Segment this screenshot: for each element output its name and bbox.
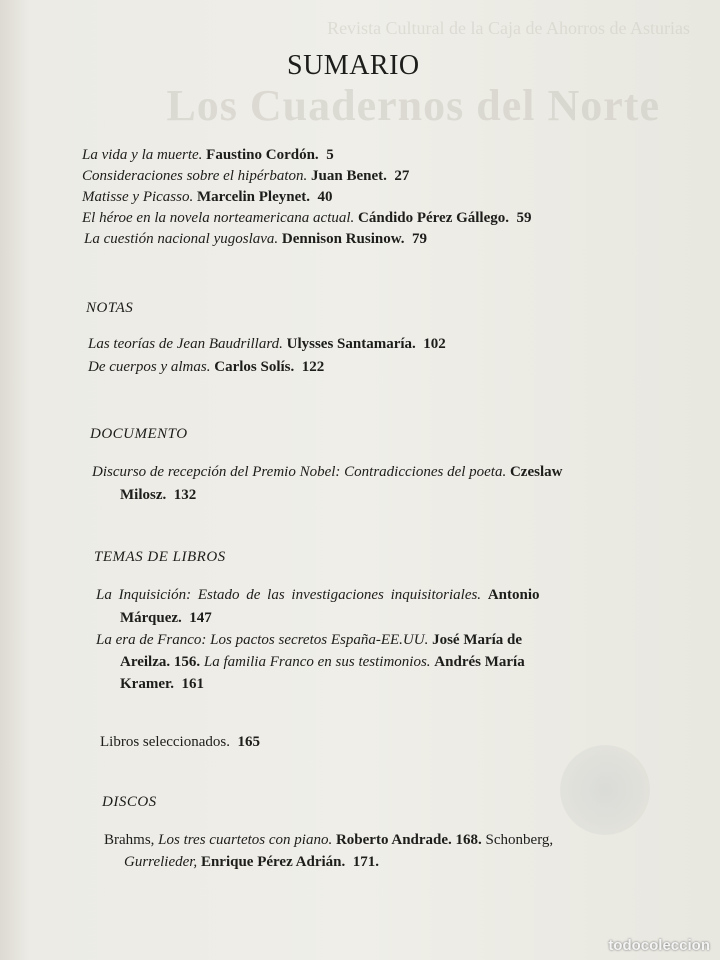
entry-author: Marcelin Pleynet. xyxy=(196,189,311,205)
toc-entry-continuation xyxy=(120,485,196,505)
entry-title: Los tres cuartetos con piano. xyxy=(158,832,333,848)
entry-title: La Inquisición: Estado de las investigaciones inquisitoriales. xyxy=(96,587,482,603)
entry-title: De cuerpos y almas. xyxy=(88,359,211,375)
entry-author: Czeslaw xyxy=(509,464,563,480)
entry-title: Consideraciones sobre el hipérbaton. xyxy=(82,168,308,184)
entry-title: El héroe en la novela norteamericana actual. xyxy=(82,210,355,226)
entry-title: La cuestión nacional yugoslava. xyxy=(84,231,279,247)
entry-page: 156. xyxy=(173,654,201,670)
entry-author: Cándido Pérez Gállego. xyxy=(358,210,510,226)
section-heading-notas: NOTAS xyxy=(86,300,134,316)
section-heading-discos: DISCOS xyxy=(102,794,157,810)
entry-page: 147 xyxy=(189,610,212,626)
entry-author: Faustino Cordón. xyxy=(206,147,319,163)
bleed-through-text: Revista Cultural de la Caja de Ahorros de Asturias xyxy=(327,18,690,38)
toc-entry xyxy=(92,462,562,482)
toc-entry xyxy=(88,357,324,377)
entry-author: Antonio xyxy=(487,587,540,603)
page-title: SUMARIO xyxy=(287,50,420,81)
section-heading-documento: DOCUMENTO xyxy=(90,426,188,442)
toc-entry xyxy=(82,187,333,207)
entry-page: 161 xyxy=(181,676,205,692)
section-heading-temas-de-libros: TEMAS DE LIBROS xyxy=(94,549,226,565)
watermark-logo: todocoleccion xyxy=(608,937,710,954)
toc-entry xyxy=(96,585,540,605)
entry-page: 171. xyxy=(352,854,379,870)
entry-author: Andrés María xyxy=(434,654,525,670)
entry-page: 168. xyxy=(455,832,482,848)
entry-author: Kramer. xyxy=(120,676,175,692)
entry-author: Carlos Solís. xyxy=(214,359,295,375)
entry-author: José María de xyxy=(432,632,523,648)
entry-page: 102 xyxy=(423,336,446,352)
entry-page: 5 xyxy=(326,147,334,163)
toc-entry xyxy=(82,145,334,165)
entry-author: Juan Benet. xyxy=(311,168,387,184)
entry-page: 165 xyxy=(237,734,260,750)
entry-title: Gurrelieder, xyxy=(124,854,198,870)
entry-page: 59 xyxy=(516,210,532,226)
entry-title: La era de Franco: Los pactos secretos España-EE.UU. xyxy=(96,632,429,648)
entry-author: Roberto Andrade. xyxy=(335,832,452,848)
entry-author: Milosz. xyxy=(120,487,167,503)
entry-title: La familia Franco en sus testimonios. xyxy=(203,654,431,670)
entry-composer: Brahms, xyxy=(104,832,155,848)
entry-page: 27 xyxy=(394,168,410,184)
toc-entry xyxy=(84,229,427,249)
entry-title: Matisse y Picasso. xyxy=(82,189,194,205)
entry-author: Areilza. xyxy=(120,654,171,670)
toc-entry-continuation xyxy=(120,674,204,694)
entry-page: 40 xyxy=(317,189,333,205)
toc-entry xyxy=(96,630,522,650)
entry-page: 132 xyxy=(173,487,197,503)
entry-page: 122 xyxy=(301,359,325,375)
toc-entry-continuation xyxy=(120,608,212,628)
entry-title: Discurso de recepción del Premio Nobel: Contradicciones del poeta. xyxy=(92,464,507,480)
entry-title: Las teorías de Jean Baudrillard. xyxy=(88,336,283,352)
toc-entry-continuation xyxy=(124,852,379,872)
bleed-through-title: Los Cuadernos del Norte xyxy=(166,81,660,130)
entry-author: Dennison Rusinow. xyxy=(281,231,405,247)
entry-title: La vida y la muerte. xyxy=(82,147,203,163)
entry-author: Ulysses Santamaría. xyxy=(286,336,416,352)
entry-author: Enrique Pérez Adrián. xyxy=(200,854,346,870)
toc-entry xyxy=(82,208,532,228)
toc-entry xyxy=(100,732,260,752)
bleed-through-emblem xyxy=(560,745,650,835)
toc-entry-continuation xyxy=(120,652,525,672)
toc-entry xyxy=(104,830,553,850)
entry-author: Márquez. xyxy=(120,610,182,626)
entry-page: 79 xyxy=(411,231,427,247)
entry-composer: Schonberg, xyxy=(485,832,554,848)
toc-entry xyxy=(88,334,446,354)
entry-title: Libros seleccionados. xyxy=(100,734,230,750)
toc-entry xyxy=(82,166,409,186)
